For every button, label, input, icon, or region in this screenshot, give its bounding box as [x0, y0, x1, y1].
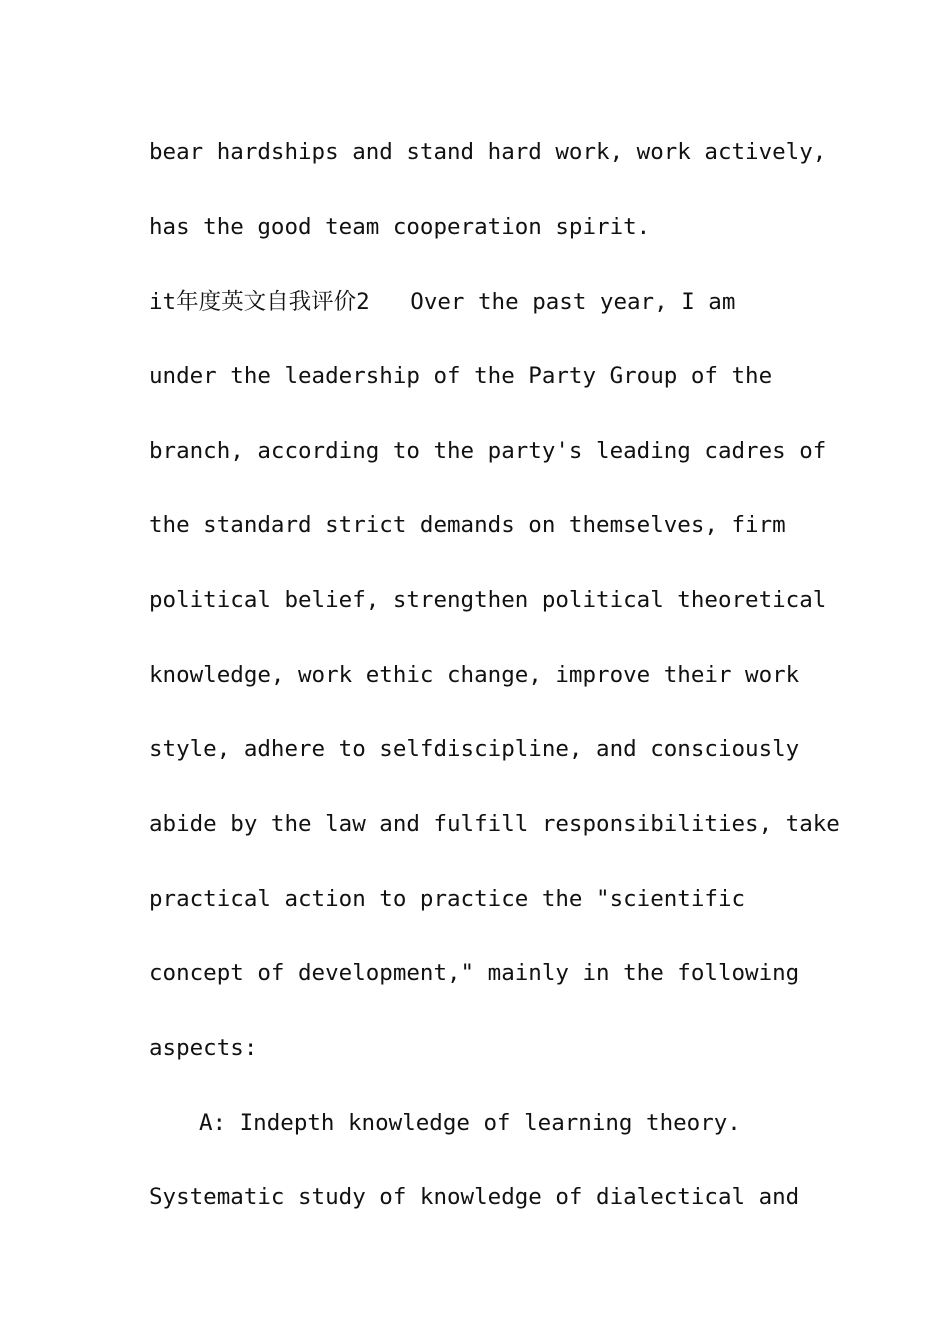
- text-line-14: A: Indepth knowledge of learning theory.: [199, 1110, 741, 1136]
- text-line-6: the standard strict demands on themselves, firm: [149, 512, 786, 538]
- text-line-11: practical action to practice the "scientific: [149, 886, 746, 912]
- text-line-4: under the leadership of the Party Group of the: [149, 363, 773, 389]
- text-line-13: aspects:: [149, 1035, 258, 1061]
- text-line-2: has the good team cooperation spirit.: [149, 214, 651, 240]
- text-line-1: bear hardships and stand hard work, work actively,: [149, 139, 827, 165]
- text-line-7: political belief, strengthen political theoretical: [149, 587, 827, 613]
- text-line-12: concept of development," mainly in the following: [149, 960, 800, 986]
- text-line-5: branch, according to the party's leading cadres of: [149, 438, 827, 464]
- text-line-9: style, adhere to selfdiscipline, and consciously: [149, 736, 800, 762]
- text-line-15: Systematic study of knowledge of dialectical and: [149, 1184, 800, 1210]
- text-line-3: it年度英文自我评价2 Over the past year, I am: [149, 289, 736, 315]
- text-line-8: knowledge, work ethic change, improve their work: [149, 662, 800, 688]
- text-line-10: abide by the law and fulfill responsibilities, take: [149, 811, 840, 837]
